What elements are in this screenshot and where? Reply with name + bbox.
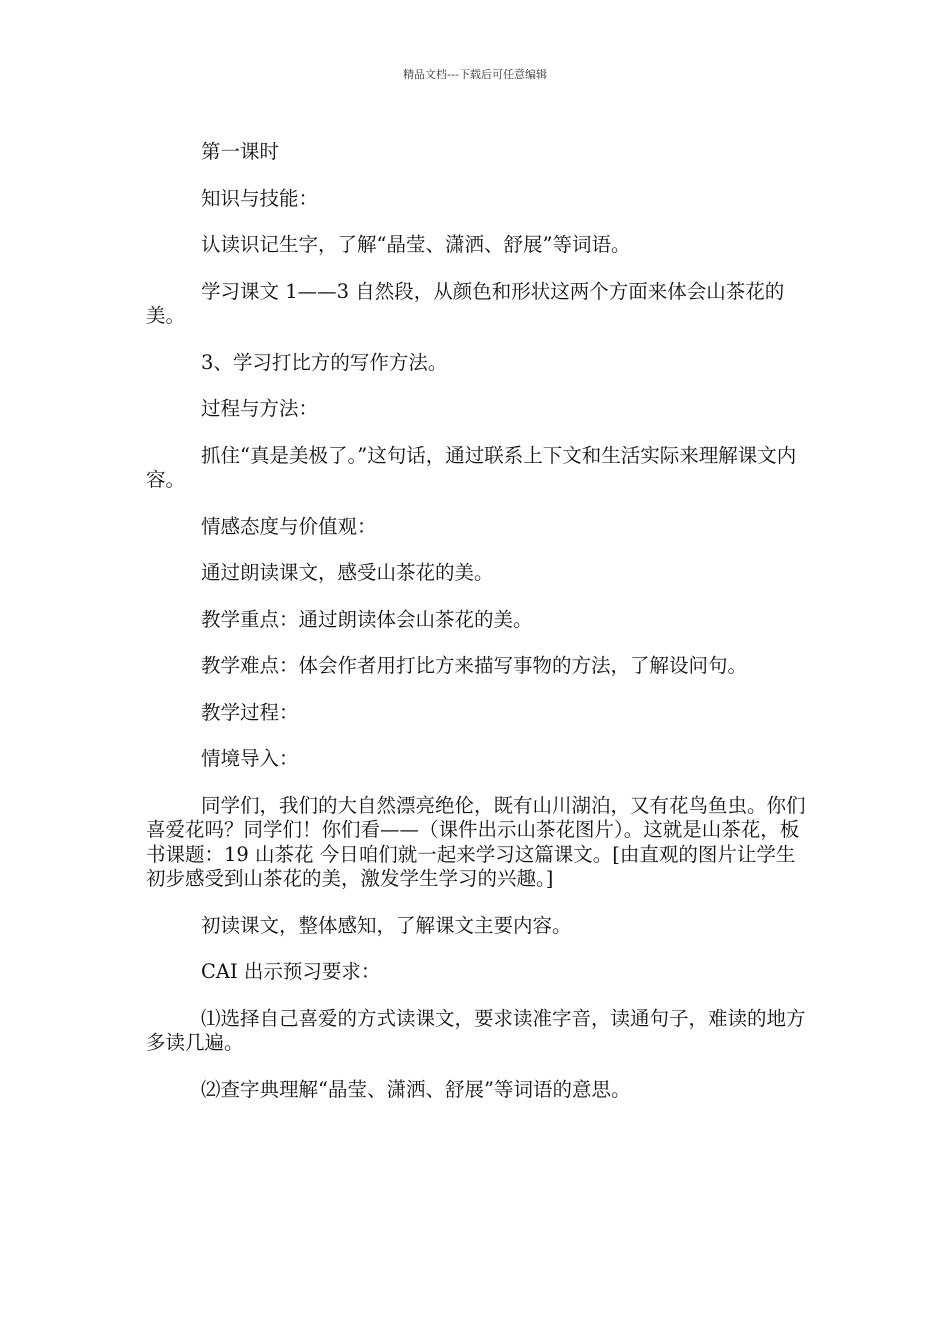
paragraph: 同学们，我们的大自然漂亮绝伦，既有山川湖泊，又有花鸟鱼虫。你们喜爱花吗？同学们！你们看——（课件出示山茶花图片）。这就是山茶花，板书课题：19 山茶花 今日咱们就一起来学习这篇课文。[由直观的图片让学生初步感受到山茶花的美，激发学生学习的兴趣。] [146, 793, 806, 890]
document-body [146, 140, 814, 1124]
page-header: 精品文档---下载后可任意编辑 [403, 68, 547, 81]
paragraph: 第一课时 [201, 140, 280, 163]
paragraph: 初读课文，整体感知，了解课文主要内容。 [201, 913, 572, 937]
paragraph: 情感态度与价值观： [201, 514, 377, 538]
paragraph: 过程与方法： [201, 397, 319, 420]
paragraph: 知识与技能： [201, 186, 319, 210]
paragraph: 认读识记生字，了解“晶莹、潇洒、舒展”等词语。 [201, 233, 631, 256]
paragraph: 情境导入： [201, 747, 299, 770]
paragraph: 通过朗读课文，感受山茶花的美。 [201, 561, 494, 584]
paragraph: 学习课文 1——3 自然段，从颜色和形状这两个方面来体会山茶花的美。 [146, 279, 785, 327]
paragraph: 教学重点：通过朗读体会山茶花的美。 [201, 607, 533, 631]
paragraph: ⑵查字典理解“晶莹、潇洒、舒展”等词语的意思。 [201, 1077, 631, 1101]
paragraph: ⑴选择自己喜爱的方式读课文，要求读准字音，读通句子，难读的地方多读几遍。 [146, 1006, 806, 1054]
paragraph: CAI 出示预习要求： [201, 960, 381, 983]
paragraph: 抓住“真是美极了。”这句话，通过联系上下文和生活实际来理解课文内容。 [146, 443, 797, 491]
paragraph: 教学过程： [201, 700, 299, 724]
paragraph: 教学难点：体会作者用打比方来描写事物的方法，了解设问句。 [201, 654, 748, 677]
paragraph: 3、学习打比方的写作方法。 [201, 350, 448, 374]
